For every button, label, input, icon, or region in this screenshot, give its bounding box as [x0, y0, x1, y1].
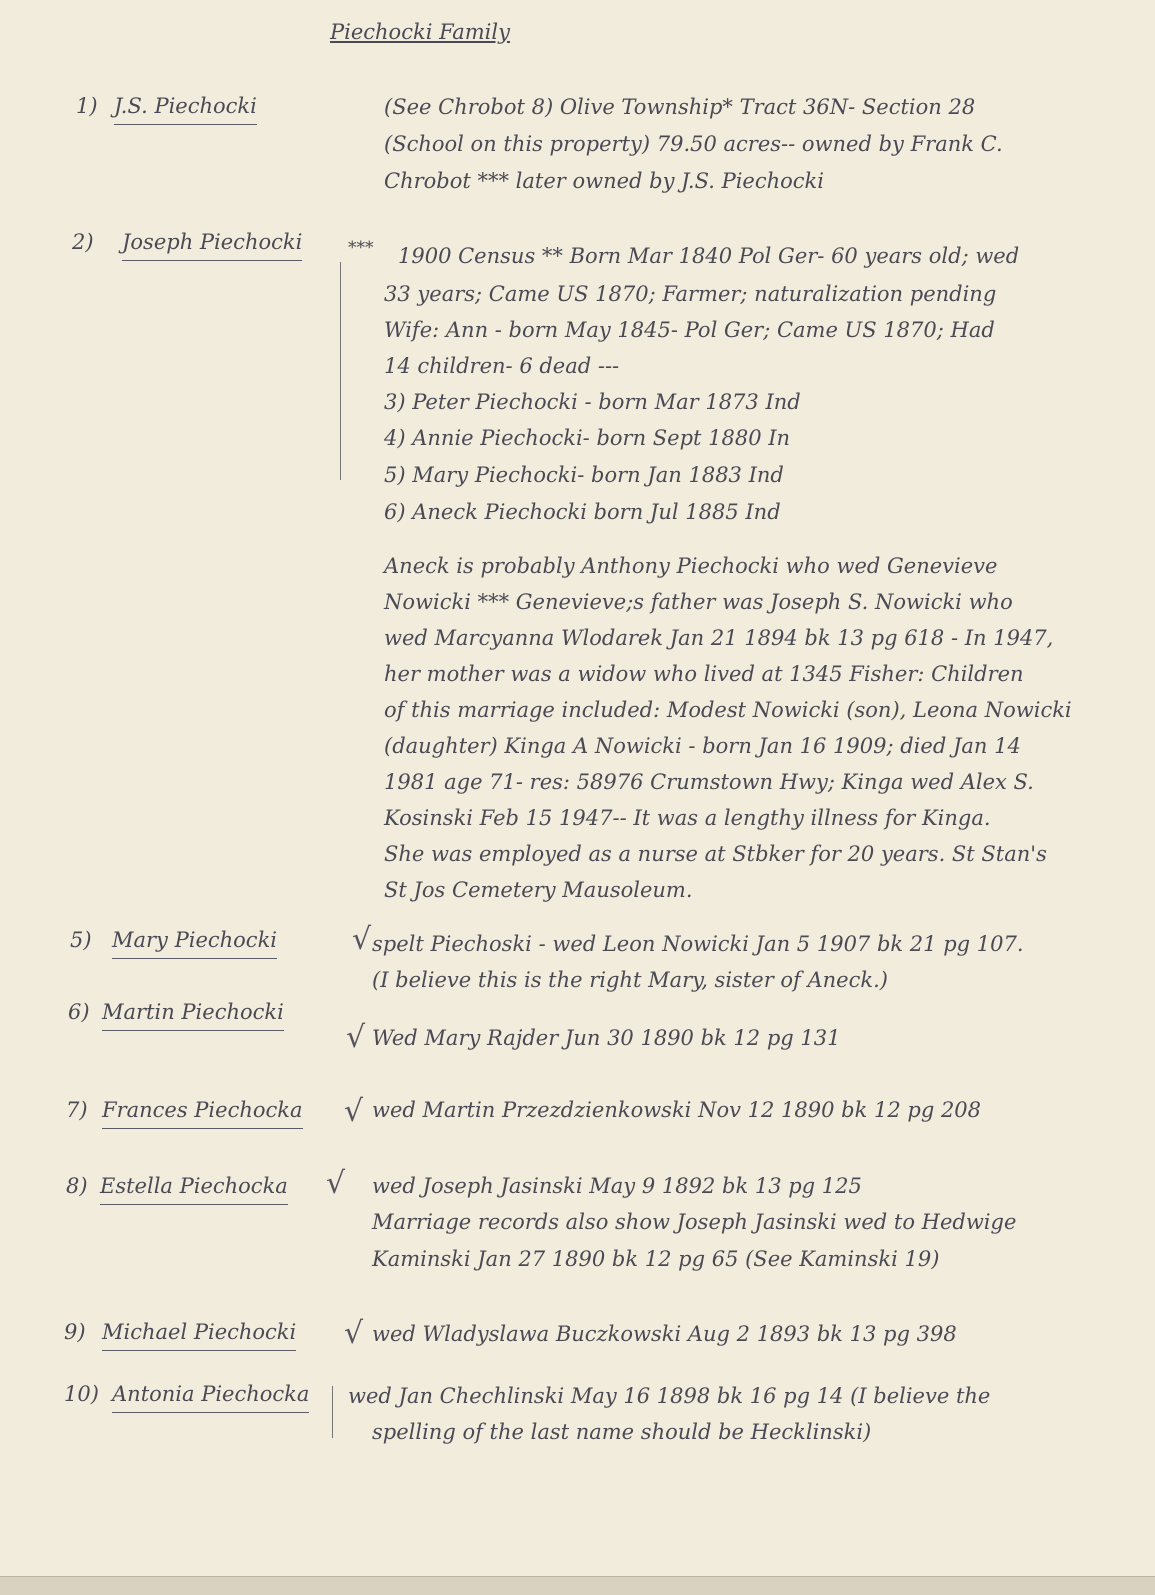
- entry-text-line: 1981 age 71- res: 58976 Crumstown Hwy; Kinga wed Alex S.: [384, 770, 1034, 794]
- entry-name: Mary Piechocki: [112, 928, 277, 959]
- entry-text-line: wed Joseph Jasinski May 9 1892 bk 13 pg 125: [372, 1174, 862, 1198]
- entry-text-line: Aneck is probably Anthony Piechocki who wed Genevieve: [384, 554, 998, 578]
- entry-number: 10): [64, 1382, 99, 1406]
- entry-text-line: (School on this property) 79.50 acres-- owned by Frank C.: [384, 132, 1003, 156]
- bracket-line: [332, 1386, 333, 1438]
- entry-text-line: 3) Peter Piechocki - born Mar 1873 Ind: [384, 390, 801, 414]
- entry-text-line: her mother was a widow who lived at 1345 Fisher: Children: [384, 662, 1024, 686]
- entry-text-line: Kaminski Jan 27 1890 bk 12 pg 65 (See Kaminski 19): [372, 1247, 940, 1271]
- reference-marker: ***: [348, 238, 374, 258]
- entry-text-line: 14 children- 6 dead ---: [384, 354, 620, 378]
- entry-text-line: (See Chrobot 8) Olive Township* Tract 36N- Section 28: [384, 95, 976, 119]
- entry-text-line: Wife: Ann - born May 1845- Pol Ger; Came US 1870; Had: [384, 318, 995, 342]
- page-bottom-edge: [0, 1576, 1155, 1595]
- entry-text-line: 1900 Census ** Born Mar 1840 Pol Ger- 60 years old; wed: [398, 244, 1020, 268]
- bracket-line: [340, 262, 341, 480]
- entry-name: Michael Piechocki: [102, 1320, 296, 1351]
- entry-number: 8): [66, 1174, 88, 1198]
- entry-text-line: Nowicki *** Genevieve;s father was Joseph S. Nowicki who: [384, 590, 1013, 614]
- entry-text-line: wed Wladyslawa Buczkowski Aug 2 1893 bk 13 pg 398: [372, 1322, 957, 1346]
- check-mark-icon: √: [344, 1316, 364, 1351]
- check-mark-icon: √: [344, 1094, 364, 1129]
- entry-text-line: spelt Piechoski - wed Leon Nowicki Jan 5 1907 bk 21 pg 107.: [372, 932, 1024, 956]
- entry-text-line: (I believe this is the right Mary, sister of Aneck.): [372, 968, 888, 992]
- entry-text-line: of this marriage included: Modest Nowicki (son), Leona Nowicki: [384, 698, 1072, 722]
- entry-text-line: spelling of the last name should be Hecklinski): [372, 1420, 872, 1444]
- entry-text-line: 5) Mary Piechocki- born Jan 1883 Ind: [384, 463, 784, 487]
- entry-name: Frances Piechocka: [102, 1098, 303, 1129]
- page-title: Piechocki Family: [330, 20, 510, 44]
- entry-text-line: wed Jan Chechlinski May 16 1898 bk 16 pg 14 (I believe the: [348, 1384, 991, 1408]
- entry-name: Joseph Piechocki: [122, 230, 302, 261]
- entry-text-line: She was employed as a nurse at Stbker for 20 years. St Stan's: [384, 842, 1047, 866]
- entry-name: Estella Piechocka: [100, 1174, 288, 1205]
- entry-number: 9): [64, 1320, 86, 1344]
- entry-text-line: wed Marcyanna Wlodarek Jan 21 1894 bk 13 pg 618 - In 1947,: [384, 626, 1054, 650]
- entry-name: Antonia Piechocka: [112, 1382, 309, 1413]
- entry-text-line: wed Martin Przezdzienkowski Nov 12 1890 bk 12 pg 208: [372, 1098, 982, 1122]
- check-mark-icon: √: [352, 922, 372, 957]
- entry-number: 1): [76, 94, 98, 118]
- entry-number: 6): [68, 1000, 90, 1024]
- entry-text-line: 33 years; Came US 1870; Farmer; naturalization pending: [384, 282, 997, 306]
- entry-text-line: 4) Annie Piechocki- born Sept 1880 In: [384, 426, 791, 450]
- entry-text-line: Kosinski Feb 15 1947-- It was a lengthy illness for Kinga.: [384, 806, 991, 830]
- entry-number: 5): [70, 928, 92, 952]
- entry-text-line: Chrobot *** later owned by J.S. Piechocki: [384, 169, 824, 193]
- entry-number: 2): [72, 230, 94, 254]
- entry-text-line: Wed Mary Rajder Jun 30 1890 bk 12 pg 131: [372, 1026, 841, 1050]
- check-mark-icon: √: [346, 1020, 366, 1055]
- entry-text-line: Marriage records also show Joseph Jasinski wed to Hedwige: [372, 1210, 1017, 1234]
- entry-name: Martin Piechocki: [102, 1000, 284, 1031]
- entry-name: J.S. Piechocki: [114, 94, 257, 125]
- entry-text-line: St Jos Cemetery Mausoleum.: [384, 878, 693, 902]
- entry-text-line: 6) Aneck Piechocki born Jul 1885 Ind: [384, 500, 781, 524]
- check-mark-icon: √: [326, 1166, 346, 1201]
- entry-number: 7): [66, 1098, 88, 1122]
- entry-text-line: (daughter) Kinga A Nowicki - born Jan 16 1909; died Jan 14: [384, 734, 1021, 758]
